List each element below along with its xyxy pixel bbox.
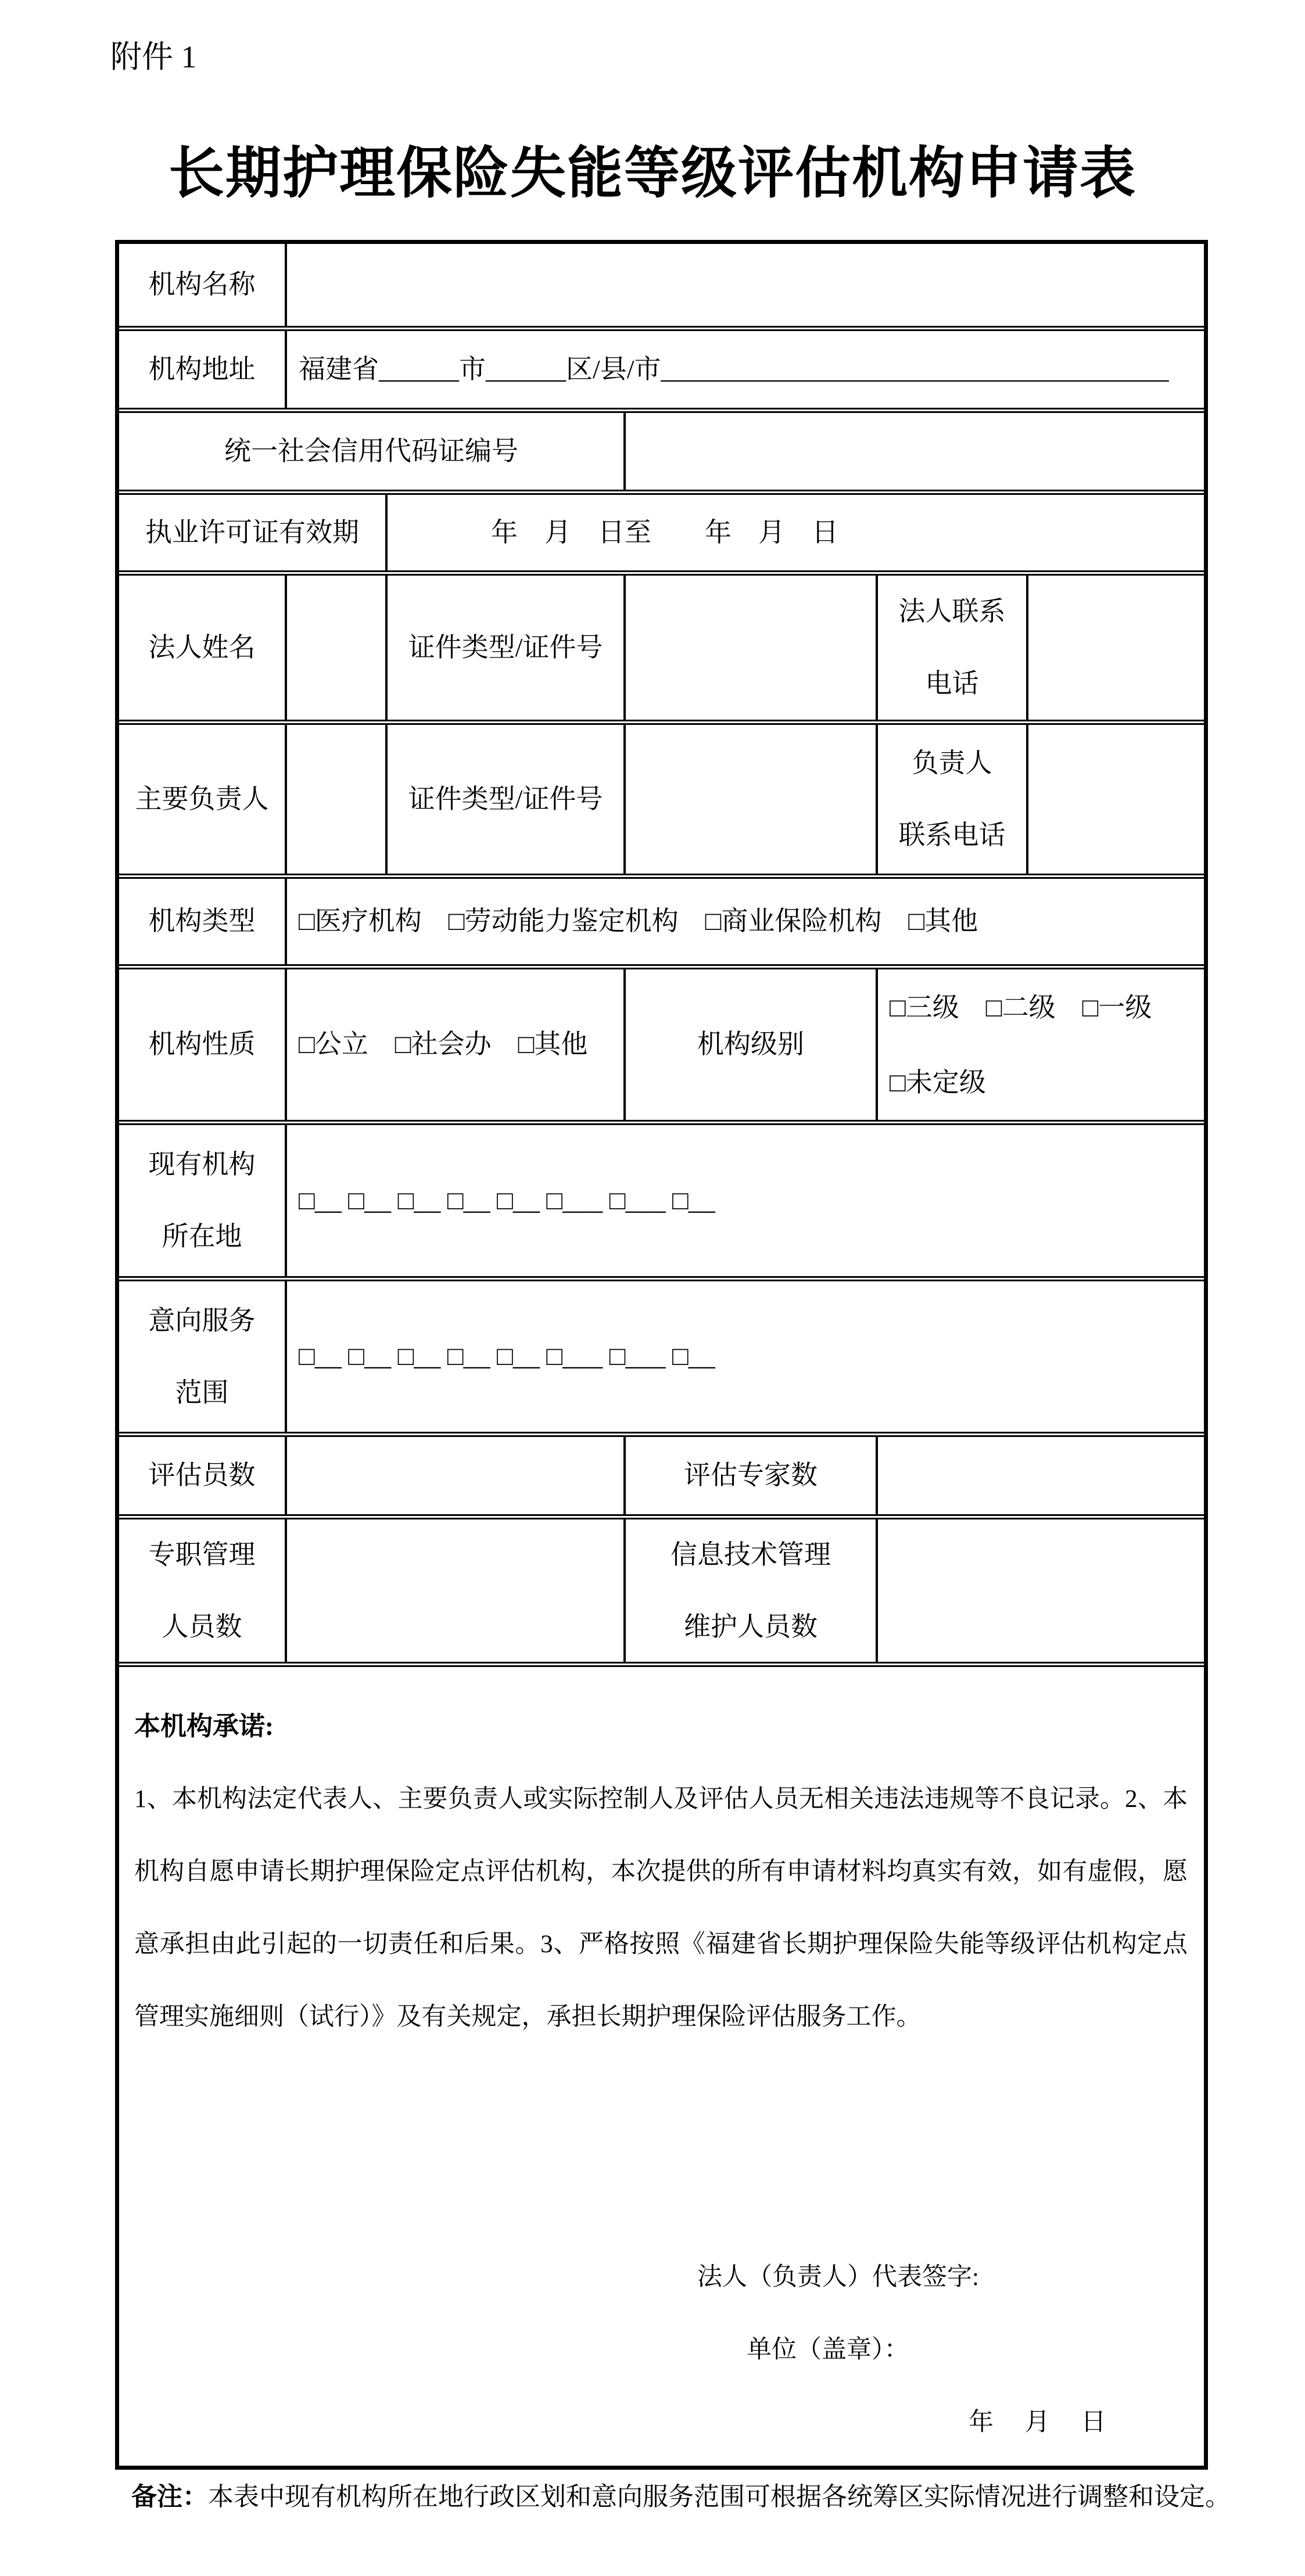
commitment-cell	[119, 1667, 1204, 2466]
org-name-label: 机构名称	[148, 270, 256, 300]
commitment-heading: 本机构承诺:	[134, 1712, 274, 1741]
org-level-options[interactable]: □三级 □二级 □一级 □未定级	[876, 969, 1204, 1120]
org-type-label: 机构类型	[148, 906, 256, 936]
attachment-label: 附件 1	[110, 39, 197, 74]
footer-note-text: 本表中现有机构所在地行政区划和意向服务范围可根据各统筹区实际情况进行调整和设定。	[208, 2482, 1231, 2511]
row-current-location	[119, 1120, 1204, 1276]
it-staff-label: 信息技术管理 维护人员数	[623, 1519, 876, 1662]
seal-line: 单位（盖章）：	[747, 2336, 909, 2363]
it-staff-input[interactable]	[876, 1519, 1204, 1662]
org-name-input[interactable]	[285, 244, 1204, 326]
current-location-label: 现有机构 所在地	[148, 1149, 256, 1251]
row-commitment	[119, 1662, 1204, 2466]
org-address-input[interactable]: 福建省______市______区/县/市______________________________________	[285, 331, 1204, 408]
legal-cert-label: 证件类型/证件号	[385, 576, 623, 720]
legal-phone-label: 法人联系 电话	[876, 576, 1026, 720]
row-org-type	[119, 874, 1204, 964]
commitment-body: 1、本机构法定代表人、主要负责人或实际控制人及评估人员无相关违法违规等不良记录。2、本机构自愿申请长期护理保险定点评估机构，本次提供的所有申请材料均真实有效，如有虚假，愿意承担由此引起的一切责任和后果。3、严格按照《福建省长期护理保险失能等级评估机构定点管理实施细则（试行）》及有关规定，承担长期护理保险评估服务工作。	[134, 1785, 1188, 2031]
expert-count-input[interactable]	[876, 1437, 1204, 1514]
legal-name-label: 法人姓名	[148, 632, 256, 662]
row-principal	[119, 720, 1204, 874]
principal-label: 主要负责人	[135, 784, 269, 814]
row-org-address	[119, 326, 1204, 408]
credit-code-input[interactable]	[623, 413, 1204, 490]
assessor-count-label: 评估员数	[148, 1460, 256, 1490]
row-staff-counts	[119, 1514, 1204, 1662]
principal-input[interactable]	[285, 725, 385, 874]
assessor-count-input[interactable]	[285, 1437, 623, 1514]
principal-cert-label: 证件类型/证件号	[385, 725, 623, 874]
org-type-options[interactable]: □医疗机构 □劳动能力鉴定机构 □商业保险机构 □其他	[285, 879, 1204, 964]
principal-cert-input[interactable]	[623, 725, 876, 874]
legal-cert-input[interactable]	[623, 576, 876, 720]
service-scope-label: 意向服务 范围	[148, 1305, 256, 1407]
current-location-input[interactable]: □__ □__ □__ □__ □__ □___ □___ □__	[285, 1125, 1204, 1276]
date-line: 年 月 日	[969, 2409, 1106, 2436]
signature-line: 法人（负责人）代表签字:	[697, 2264, 979, 2291]
application-form-table	[115, 240, 1208, 2470]
legal-name-input[interactable]	[285, 576, 385, 720]
row-legal-person	[119, 570, 1204, 720]
footer-note	[131, 2479, 1235, 2515]
row-license-validity	[119, 490, 1204, 570]
credit-code-label: 统一社会信用代码证编号	[224, 436, 518, 466]
license-validity-input[interactable]: 年 月 日至 年 月 日	[385, 495, 1204, 570]
footer-note-prefix: 备注：	[131, 2482, 208, 2511]
principal-phone-input[interactable]	[1026, 725, 1204, 874]
manager-count-label: 专职管理 人员数	[148, 1539, 256, 1641]
org-level-label: 机构级别	[623, 969, 876, 1120]
row-credit-code	[119, 408, 1204, 490]
license-validity-label: 执业许可证有效期	[145, 517, 359, 547]
page-title: 长期护理保险失能等级评估机构申请表	[168, 142, 1137, 204]
org-nature-options[interactable]: □公立 □社会办 □其他	[285, 969, 623, 1120]
manager-count-input[interactable]	[285, 1519, 623, 1662]
org-address-label: 机构地址	[148, 354, 256, 384]
row-org-nature	[119, 964, 1204, 1120]
service-scope-input[interactable]: □__ □__ □__ □__ □__ □___ □___ □__	[285, 1281, 1204, 1432]
row-assessor-counts	[119, 1432, 1204, 1514]
principal-phone-label: 负责人 联系电话	[876, 725, 1026, 874]
row-org-name	[119, 244, 1204, 326]
org-nature-label: 机构性质	[148, 1029, 256, 1059]
legal-phone-input[interactable]	[1026, 576, 1204, 720]
row-service-scope	[119, 1276, 1204, 1432]
expert-count-label: 评估专家数	[623, 1437, 876, 1514]
